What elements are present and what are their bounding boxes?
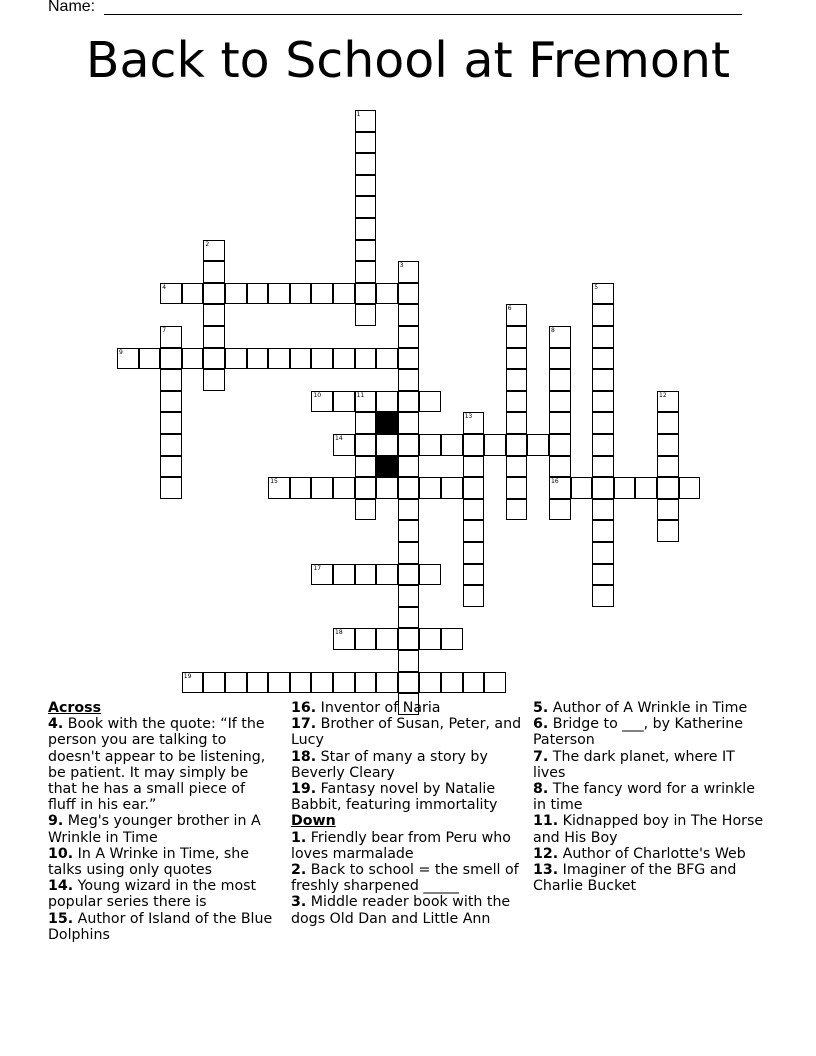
clue-column-3 [533, 700, 765, 894]
grid-cell[interactable] [463, 477, 485, 499]
grid-cell[interactable] [311, 391, 333, 413]
grid-cell[interactable] [160, 326, 182, 348]
clue-number: 11 [356, 391, 365, 399]
grid-cell[interactable] [355, 434, 377, 456]
grid-cell[interactable] [657, 456, 679, 478]
clue-number: 6 [507, 305, 512, 313]
grid-cell[interactable] [182, 283, 204, 305]
grid-cell[interactable] [398, 434, 420, 456]
grid-cell[interactable] [398, 628, 420, 650]
grid-cell[interactable] [506, 348, 528, 370]
clue-across-18: 18. Star of many a story by Beverly Cleary [291, 748, 488, 781]
grid-cell[interactable] [592, 326, 614, 348]
grid-cell[interactable] [355, 391, 377, 413]
grid-cell[interactable] [398, 520, 420, 542]
grid-cell[interactable] [506, 304, 528, 326]
clue-across-14: 14. Young wizard in the most popular series there is [48, 878, 257, 911]
clue-across-19: 19. Fantasy novel by Natalie Babbit, featuring immortality [291, 781, 498, 814]
grid-cell[interactable] [506, 326, 528, 348]
grid-cell[interactable] [592, 369, 614, 391]
clue-across-9: 9. Meg's younger brother in A Wrinkle in Time [48, 813, 261, 846]
grid-cell[interactable] [311, 348, 333, 370]
grid-cell[interactable] [549, 369, 571, 391]
grid-cell[interactable] [398, 650, 420, 672]
grid-cell[interactable] [441, 434, 463, 456]
clue-number: 4 [162, 283, 167, 291]
grid-cell[interactable] [376, 672, 398, 694]
grid-cell[interactable] [355, 110, 377, 132]
grid-cell[interactable] [376, 628, 398, 650]
clue-down-12: 12. Author of Charlotte's Web [533, 845, 746, 862]
grid-cell[interactable] [355, 412, 377, 434]
grid-cell[interactable] [355, 477, 377, 499]
grid-cell[interactable] [355, 672, 377, 694]
grid-cell[interactable] [441, 672, 463, 694]
grid-cell[interactable] [419, 564, 441, 586]
clue-number: 14 [335, 435, 343, 442]
grid-cell[interactable] [571, 477, 593, 499]
grid-cell[interactable] [376, 477, 398, 499]
grid-cell[interactable] [592, 564, 614, 586]
grid-cell[interactable] [333, 348, 355, 370]
grid-cell[interactable] [290, 477, 312, 499]
grid-cell[interactable] [657, 391, 679, 413]
clue-column-2 [291, 700, 527, 927]
clue-number: 2 [205, 240, 210, 248]
grid-cell[interactable] [355, 240, 377, 262]
clue-down-5: 5. Author of A Wrinkle in Time [533, 700, 748, 716]
grid-cell[interactable] [614, 477, 636, 499]
grid-cell[interactable] [463, 520, 485, 542]
grid-cell[interactable] [355, 304, 377, 326]
grid-cell[interactable] [549, 434, 571, 456]
grid-cell[interactable] [398, 499, 420, 521]
grid-cell[interactable] [592, 391, 614, 413]
grid-cell[interactable] [657, 434, 679, 456]
clue-across-16: 16. Inventor of Naria [291, 700, 441, 716]
clue-down-1: 1. Friendly bear from Peru who loves marmalade [291, 829, 511, 862]
clue-number: 7 [162, 327, 167, 334]
grid-cell[interactable] [139, 348, 161, 370]
grid-cell[interactable] [657, 412, 679, 434]
grid-cell[interactable] [463, 456, 485, 478]
grid-cell[interactable] [203, 283, 225, 305]
grid-cell[interactable] [506, 369, 528, 391]
clue-across-4: 4. Book with the quote: “If the person you are talking to doesn't appear to be listening, be patient. It may simply be that he has a small piece of fluff in his ear.” [48, 716, 266, 814]
grid-cell[interactable] [441, 477, 463, 499]
grid-cell[interactable] [182, 348, 204, 370]
grid-cell[interactable] [160, 369, 182, 391]
grid-cell[interactable] [592, 456, 614, 478]
grid-cell[interactable] [506, 412, 528, 434]
clue-down-6: 6. Bridge to ___, by Katherine Paterson [533, 716, 744, 749]
clue-number: 12 [659, 391, 667, 399]
grid-cell[interactable] [592, 477, 614, 499]
grid-cell[interactable] [268, 348, 290, 370]
grid-cell[interactable] [549, 326, 571, 348]
grid-cell[interactable] [506, 499, 528, 521]
grid-cell[interactable] [355, 348, 377, 370]
grid-cell[interactable] [333, 391, 355, 413]
grid-cell[interactable] [419, 477, 441, 499]
grid-cell[interactable] [203, 304, 225, 326]
clue-down-2: 2. Back to school = the smell of freshly sharpened _____ [291, 862, 519, 895]
grid-cell[interactable] [549, 391, 571, 413]
grid-cell[interactable] [398, 564, 420, 586]
grid-cell[interactable] [160, 456, 182, 478]
grid-cell[interactable] [268, 477, 290, 499]
grid-cell[interactable] [203, 672, 225, 694]
grid-cell[interactable] [419, 391, 441, 413]
grid-cell[interactable] [355, 218, 377, 240]
clue-down-7: 7. The dark planet, where IT lives [533, 748, 735, 781]
clue-down-13: 13. Imaginer of the BFG and Charlie Bucket [533, 862, 737, 895]
grid-cell[interactable] [355, 499, 377, 521]
grid-cell[interactable] [463, 585, 485, 607]
grid-cell[interactable] [203, 369, 225, 391]
grid-cell[interactable] [463, 499, 485, 521]
grid-cell[interactable] [549, 348, 571, 370]
grid-cell[interactable] [333, 283, 355, 305]
grid-cell[interactable] [203, 240, 225, 262]
grid-cell[interactable] [549, 477, 571, 499]
grid-cell[interactable] [419, 672, 441, 694]
clue-down-11: 11. Kidnapped boy in The Horse and His Boy [533, 813, 764, 846]
grid-cell[interactable] [441, 628, 463, 650]
grid-cell[interactable] [463, 672, 485, 694]
grid-cell[interactable] [506, 456, 528, 478]
down-heading: Down [291, 813, 336, 830]
black-square [376, 456, 398, 478]
grid-cell[interactable] [333, 628, 355, 650]
grid-cell[interactable] [398, 585, 420, 607]
clue-number: 15 [270, 478, 278, 486]
grid-cell[interactable] [398, 391, 420, 413]
grid-cell[interactable] [679, 477, 701, 499]
across-heading: Across [48, 700, 102, 716]
clue-number: 19 [183, 672, 192, 680]
grid-cell[interactable] [398, 261, 420, 283]
grid-cell[interactable] [203, 348, 225, 370]
clue-number: 3 [399, 262, 404, 270]
grid-cell[interactable] [160, 434, 182, 456]
clue-down-8: 8. The fancy word for a wrinkle in time [533, 781, 755, 814]
grid-cell[interactable] [355, 196, 377, 218]
grid-cell[interactable] [160, 477, 182, 499]
name-label: Name: [48, 0, 96, 15]
grid-cell[interactable] [182, 672, 204, 694]
grid-cell[interactable] [247, 283, 269, 305]
grid-cell[interactable] [398, 348, 420, 370]
clue-number: 8 [551, 327, 555, 334]
grid-cell[interactable] [311, 283, 333, 305]
grid-cell[interactable] [484, 434, 506, 456]
grid-cell[interactable] [657, 477, 679, 499]
grid-cell[interactable] [333, 477, 355, 499]
grid-cell[interactable] [160, 283, 182, 305]
grid-cell[interactable] [657, 499, 679, 521]
clue-across-15: 15. Author of Island of the Blue Dolphins [48, 910, 273, 943]
grid-cell[interactable] [506, 434, 528, 456]
grid-cell[interactable] [549, 499, 571, 521]
clue-number: 17 [313, 564, 322, 572]
grid-cell[interactable] [355, 564, 377, 586]
grid-cell[interactable] [355, 261, 377, 283]
grid-cell[interactable] [333, 672, 355, 694]
grid-cell[interactable] [160, 348, 182, 370]
grid-cell[interactable] [398, 542, 420, 564]
grid-cell[interactable] [376, 283, 398, 305]
grid-cell[interactable] [657, 520, 679, 542]
grid-cell[interactable] [355, 175, 377, 197]
grid-cell[interactable] [463, 412, 485, 434]
grid-cell[interactable] [225, 348, 247, 370]
grid-cell[interactable] [398, 672, 420, 694]
grid-cell[interactable] [592, 412, 614, 434]
grid-cell[interactable] [549, 456, 571, 478]
grid-cell[interactable] [463, 564, 485, 586]
grid-cell[interactable] [592, 542, 614, 564]
clue-across-17: 17. Brother of Susan, Peter, and Lucy [291, 716, 522, 749]
grid-cell[interactable] [419, 434, 441, 456]
clue-number: 1 [356, 111, 361, 118]
name-entry-line[interactable] [104, 14, 742, 15]
grid-cell[interactable] [463, 542, 485, 564]
grid-cell[interactable] [311, 672, 333, 694]
grid-cell[interactable] [225, 283, 247, 305]
grid-cell[interactable] [247, 672, 269, 694]
grid-cell[interactable] [506, 477, 528, 499]
grid-cell[interactable] [592, 520, 614, 542]
grid-cell[interactable] [398, 607, 420, 629]
grid-cell[interactable] [484, 672, 506, 694]
grid-cell[interactable] [333, 434, 355, 456]
grid-cell[interactable] [592, 499, 614, 521]
grid-cell[interactable] [311, 564, 333, 586]
clue-down-3: 3. Middle reader book with the dogs Old Dan and Little Ann [291, 894, 511, 927]
grid-cell[interactable] [290, 283, 312, 305]
page-title: Back to School at Fremont [85, 32, 731, 89]
grid-cell[interactable] [376, 434, 398, 456]
grid-cell[interactable] [527, 434, 549, 456]
grid-cell[interactable] [635, 477, 657, 499]
grid-cell[interactable] [268, 283, 290, 305]
grid-cell[interactable] [376, 564, 398, 586]
grid-cell[interactable] [419, 628, 441, 650]
grid-cell[interactable] [592, 304, 614, 326]
grid-cell[interactable] [592, 348, 614, 370]
grid-cell[interactable] [549, 412, 571, 434]
grid-cell[interactable] [203, 326, 225, 348]
black-square [376, 412, 398, 434]
grid-cell[interactable] [290, 348, 312, 370]
grid-cell[interactable] [355, 132, 377, 154]
clue-across-10: 10. In A Wrinke in Time, she talks using only quotes [48, 845, 249, 879]
grid-cell[interactable] [355, 283, 377, 305]
grid-cell[interactable] [355, 153, 377, 175]
grid-cell[interactable] [398, 326, 420, 348]
grid-cell[interactable] [398, 283, 420, 305]
grid-cell[interactable] [355, 628, 377, 650]
grid-cell[interactable] [225, 672, 247, 694]
grid-cell[interactable] [398, 369, 420, 391]
clue-number: 16 [551, 478, 559, 486]
grid-cell[interactable] [160, 412, 182, 434]
clue-number: 5 [594, 283, 599, 291]
grid-cell[interactable] [290, 672, 312, 694]
grid-cell[interactable] [203, 261, 225, 283]
clue-number: 13 [464, 413, 473, 421]
grid-cell[interactable] [398, 456, 420, 478]
grid-cell[interactable] [398, 304, 420, 326]
grid-cell[interactable] [592, 585, 614, 607]
clue-column-1 [48, 700, 274, 943]
grid-cell[interactable] [160, 391, 182, 413]
clue-number: 18 [335, 629, 343, 637]
grid-cell[interactable] [311, 477, 333, 499]
grid-cell[interactable] [592, 283, 614, 305]
grid-cell[interactable] [333, 564, 355, 586]
grid-cell[interactable] [398, 412, 420, 434]
grid-cell[interactable] [376, 391, 398, 413]
grid-cell[interactable] [506, 391, 528, 413]
grid-cell[interactable] [376, 348, 398, 370]
grid-cell[interactable] [355, 456, 377, 478]
clue-number: 10 [313, 391, 322, 399]
grid-cell[interactable] [117, 348, 139, 370]
grid-cell[interactable] [268, 672, 290, 694]
grid-cell[interactable] [463, 434, 485, 456]
clue-number: 9 [119, 348, 123, 356]
grid-cell[interactable] [398, 477, 420, 499]
grid-cell[interactable] [592, 434, 614, 456]
grid-cell[interactable] [247, 348, 269, 370]
